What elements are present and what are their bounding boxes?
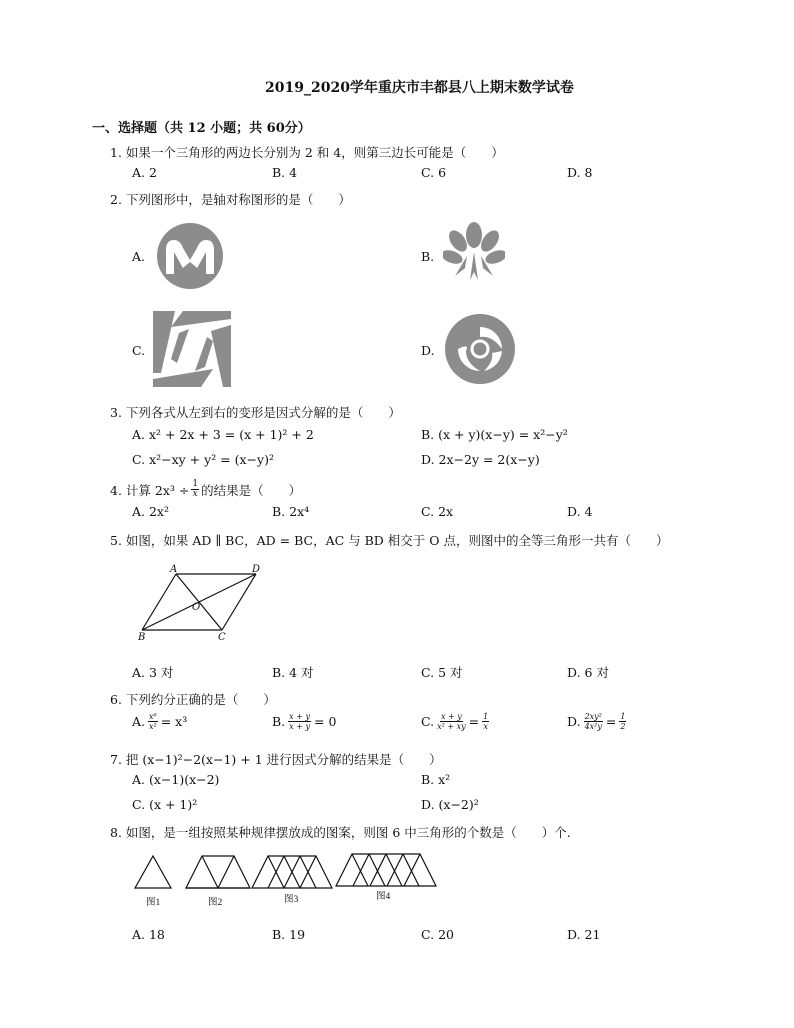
q6-letter-d: D. xyxy=(567,714,581,729)
q5-option-a: A. 3 对 xyxy=(132,665,174,680)
q6-d-rhs-fraction xyxy=(619,712,626,731)
q8-pattern-figures xyxy=(132,850,442,910)
fig4-caption: 图4 xyxy=(376,892,391,902)
q3-option-d: D. 2x−2y = 2(x−y) xyxy=(421,452,540,467)
q6-d-fraction xyxy=(584,712,603,731)
q6-c-rhs-fraction xyxy=(482,712,489,731)
q1-option-d: D. 8 xyxy=(567,165,593,180)
q4-option-c: C. 2x xyxy=(421,504,454,519)
q6-c-fraction xyxy=(437,712,466,731)
q6-b-num: x + y xyxy=(289,712,310,721)
q6-c-rhs-num: 1 xyxy=(483,712,489,721)
question-3-stem: 3. 下列各式从左到右的变形是因式分解的是（ ） xyxy=(110,405,401,420)
question-6-stem: 6. 下列约分正确的是（ ） xyxy=(110,692,276,707)
q6-letter-b: B. xyxy=(272,714,286,729)
q5-option-c: C. 5 对 xyxy=(421,665,463,680)
q7-option-c: C. (x + 1)² xyxy=(132,797,198,812)
q6-c-num: x + y xyxy=(440,712,462,721)
q6-option-b xyxy=(272,712,336,731)
q7-option-a: A. (x−1)(x−2) xyxy=(132,772,220,787)
q4-option-d: D. 4 xyxy=(567,504,593,519)
fig2-caption: 图2 xyxy=(208,898,223,908)
q7-option-b: B. x² xyxy=(421,772,451,787)
fig1-triangle xyxy=(135,856,171,888)
q6-letter-a: A. xyxy=(132,714,146,729)
q8-option-d: D. 21 xyxy=(567,927,601,942)
question-1-stem: 1. 如果一个三角形的两边长分别为 2 和 4，则第三边长可能是（ ） xyxy=(110,145,504,160)
page-title: 2019_2020学年重庆市丰都县八上期末数学试卷 xyxy=(265,80,574,96)
q3-option-b: B. (x + y)(x−y) = x²−y² xyxy=(421,427,568,442)
q5-option-b: B. 4 对 xyxy=(272,665,314,680)
fig4-shape xyxy=(336,854,436,886)
question-8-stem: 8. 如图，是一组按照某种规律摆放成的图案，则图 6 中三角形的个数是（ ）个. xyxy=(110,825,571,840)
q6-a-rhs: = x³ xyxy=(160,714,188,729)
q6-c-den: x² + xy xyxy=(437,722,466,731)
fig3-shape xyxy=(252,856,332,888)
q7-option-d: D. (x−2)² xyxy=(421,797,479,812)
question-5-stem: 5. 如图，如果 AD ∥ BC，AD = BC，AC 与 BD 相交于 O 点，则图中的全等三角形一共有（ ） xyxy=(110,533,669,548)
q6-a-num: x⁶ xyxy=(149,712,157,721)
q1-option-a: A. 2 xyxy=(132,165,157,180)
q1-option-c: C. 6 xyxy=(421,165,447,180)
q4-frac-num: 1 xyxy=(192,479,199,489)
q4-option-b: B. 2x⁴ xyxy=(272,504,310,519)
q6-c-rhs-den: x xyxy=(483,722,488,731)
q6-option-a xyxy=(132,712,187,731)
q5-point-c: C xyxy=(218,632,226,643)
q5-option-d: D. 6 对 xyxy=(567,665,609,680)
question-4-stem xyxy=(110,480,301,499)
q1-option-b: B. 4 xyxy=(272,165,298,180)
q6-b-den: x + y xyxy=(289,722,310,731)
q4-fraction xyxy=(191,480,199,499)
q6-d-den: 4x²y xyxy=(584,722,602,731)
fig2-shape xyxy=(186,856,250,888)
q2-label-c: C. xyxy=(132,343,146,358)
q6-letter-c: C. xyxy=(421,714,435,729)
q6-a-den: x² xyxy=(149,722,157,731)
q6-d-rhs-num: 1 xyxy=(620,712,626,721)
q6-option-c: C. $\frac{x + y}{\text{x² + xy}}$ = $\frac{1}{x}$ xyxy=(421,712,489,731)
q2-label-b: B. xyxy=(421,249,435,264)
q3-option-a: A. x² + 2x + 3 = (x + 1)² + 2 xyxy=(132,427,314,442)
q4-option-a: A. 2x² xyxy=(132,504,169,519)
q6-b-rhs: = 0 xyxy=(314,714,337,729)
q6-option-d: D. $\frac{\text{2xy²}}{\text{4x²y}}$ = $\frac{1}{2}$ xyxy=(567,712,626,731)
q2-label-d: D. xyxy=(421,343,435,358)
logo-b-petal-icon xyxy=(443,222,505,284)
logo-a-mountain-icon xyxy=(156,222,224,290)
q5-point-d: D xyxy=(252,564,261,575)
q4-frac-den: x xyxy=(192,489,198,499)
section-heading: 一、选择题（共 12 小题；共 60分） xyxy=(92,121,311,136)
q4-stem-pre: 4. 计算 2x³ ÷ xyxy=(110,482,190,498)
question-2-stem: 2. 下列图形中，是轴对称图形的是（ ） xyxy=(110,192,351,207)
q6-d-rhs-den: 2 xyxy=(620,722,626,731)
question-7-stem: 7. 把 (x−1)²−2(x−1) + 1 进行因式分解的结果是（ ） xyxy=(110,752,442,767)
q6-a-fraction xyxy=(148,712,158,731)
q4-stem-post: 的结果是（ ） xyxy=(201,482,302,498)
logo-c-pinwheel-icon xyxy=(153,311,231,387)
q8-option-b: B. 19 xyxy=(272,927,306,942)
q5-point-b: B xyxy=(138,632,146,643)
q5-point-a: A xyxy=(170,564,178,575)
fig1-caption: 图1 xyxy=(146,898,161,908)
q2-label-a: A. xyxy=(132,249,146,264)
q3-option-c: C. x²−xy + y² = (x−y)² xyxy=(132,452,274,467)
q5-point-o: O xyxy=(192,602,201,613)
q8-option-a: A. 18 xyxy=(132,927,165,942)
q8-option-c: C. 20 xyxy=(421,927,454,942)
q5-parallelogram-figure xyxy=(134,560,274,644)
logo-d-swirl-icon xyxy=(444,313,516,385)
q6-d-num: 2xy² xyxy=(584,712,602,721)
fig3-caption: 图3 xyxy=(284,895,299,905)
q6-b-fraction xyxy=(288,712,311,731)
